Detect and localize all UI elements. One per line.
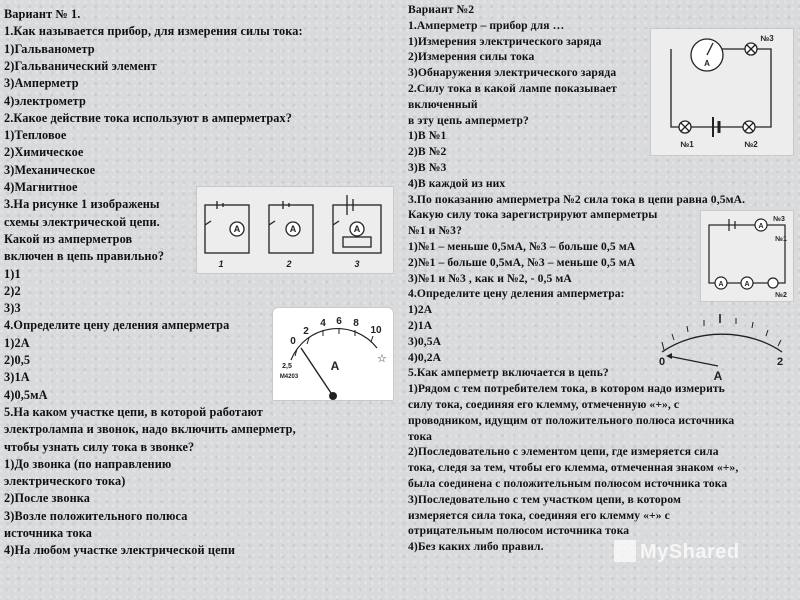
left-line: 1.Как называется прибор, для измерения силы тока: [4,24,303,39]
meter1-tick-4: 4 [320,318,326,329]
fig1-label-3: 3 [354,259,360,269]
figure-three-circuits [196,186,394,274]
right-line: 2)№1 – больше 0,5мА, №3 – меньше 0,5 мА [408,255,636,269]
right-line: в эту цепь амперметр? [408,113,529,127]
meter1-tick-10: 10 [370,325,382,336]
right-line: силу тока, соединяя его клемму, отмеченную «+», с [408,398,680,411]
right-line: 4)0,2А [408,350,442,364]
left-line: 4)электрометр [4,93,86,108]
figure-ammeter-1 [272,307,394,401]
ammeter-1-dial [273,308,393,400]
ammeter-2-dial [656,312,792,384]
circuit-top-meter-label: A [704,59,710,68]
right-line: №1 и №3? [408,224,462,238]
right-line: Какую силу тока зарегистрируют амперметры [408,208,658,222]
circuit-mid-label-3: №3 [773,216,785,223]
right-line: проводником, идущим от положительного полюса источника [408,413,735,427]
fig1-label-1: 1 [218,259,224,269]
figure-circuit-lamps [650,28,794,156]
left-line: 1)Гальванометр [4,41,95,56]
left-line: 1)2А [4,335,30,350]
right-line: Вариант №2 [408,3,475,16]
right-line: 1)2А [408,303,433,317]
circuit-mid-label-2: №2 [775,292,787,299]
left-line: 4)Магнитное [4,180,78,194]
right-line: 3)Последовательно с тем участком цепи, в котором [408,492,682,506]
left-line: включен в цепь правильно? [4,249,165,264]
right-line: 1)Рядом с тем потребителем тока, в котором надо измерить [408,382,725,396]
left-line: 5.На каком участке цепи, в которой работают [4,404,263,419]
right-line: 3)№1 и №3 , как и №2, - 0,5 мА [408,271,572,285]
right-line: 3)Обнаружения электрического заряда [408,66,617,80]
meter1-tick-0: 0 [290,336,296,347]
right-line: 3)0,5А [408,334,442,348]
right-line: 1)Измерения электрического заряда [408,34,602,48]
circuit-mid-label-1: №1 [775,236,787,243]
right-line: 2)Измерения силы тока [408,50,535,64]
right-line: 4.Определите цену деления амперметра: [408,287,625,301]
right-line: 2.Силу тока в какой лампе показывает [408,82,617,95]
right-line: включенный [408,97,478,111]
star-icon: ☆ [377,353,387,365]
right-line: тока, следя за тем, чтобы его клемма, отмеченная знаком «+», [408,461,739,475]
left-line: 2)2 [4,283,21,298]
left-line: схемы электрической цепи. [4,214,160,229]
circuit-top-lamp-2: №2 [744,140,758,149]
left-line: 4.Определите цену деления амперметра [4,318,230,333]
left-line: 2)0,5 [4,353,31,367]
right-line: 3)В №3 [408,161,447,174]
right-line: тока [408,429,433,443]
circuit-lamps-diagram [651,29,793,155]
left-line: чтобы узнать силу тока в звонке? [4,439,195,454]
left-line: 1)До звонка (по направлению [4,456,172,471]
meter2-tick-2: 2 [776,356,784,368]
right-line: 2)В №2 [408,145,447,159]
left-line: Вариант № 1. [4,7,81,21]
meter1-corner: 2,5 [282,363,292,370]
left-line: 2)Гальванический элемент [4,58,157,73]
left-line: 2)Химическое [4,145,84,160]
right-line: 2)Последовательно с элементом цепи, где измеряется сила [408,445,719,459]
watermark [614,540,774,568]
left-line: электролампа и звонок, надо включить амперметр, [4,422,296,437]
circuit-mid-meter-2: A [718,281,724,288]
myshared-logo-icon [614,540,636,562]
left-line: 3)Возле положительного полюса [4,508,188,523]
meter1-code: М4203 [279,374,299,380]
left-line: 2.Какое действие тока используют в амперметрах? [4,110,293,125]
fig1-meter-3: A [353,224,361,234]
left-line: Какой из амперметров [4,231,133,246]
right-line: 4)Без каких либо правил. [408,540,544,554]
circuit-mid-meter-3: A [744,281,750,288]
right-line: отрицательным полюсом источника тока [408,524,630,538]
meter1-unit: A [330,359,340,373]
right-line: 5.Как амперметр включается в цепь? [408,366,609,380]
figure-circuit-ammeters [700,210,794,302]
right-line: 3.По показанию амперметра №2 сила тока в цепи равна 0,5мА. [408,192,746,206]
left-line: 3)3 [4,301,21,316]
left-line: 3)Амперметр [4,76,79,91]
left-line: 3)1А [4,370,30,385]
circuit-mid-meter-1: A [758,223,764,230]
left-line: 3.На рисунке 1 изображены [4,197,160,212]
right-line: 1)№1 – меньше 0,5мА, №3 – больше 0,5 мА [408,240,636,253]
meter1-tick-6: 6 [336,316,342,327]
three-circuits-diagram [197,187,393,273]
right-line: 1.Амперметр – прибор для … [408,18,565,32]
circuit-ammeters-diagram [701,211,793,301]
fig1-meter-1: A [233,224,241,234]
circuit-top-lamp-3: №3 [760,34,774,43]
right-line: 1)В №1 [408,129,447,143]
right-line: 4)В каждой из них [408,176,506,190]
right-line: была соединена с положительным полюсом источника тока [408,477,728,490]
left-line: 1)1 [4,266,21,281]
left-line: 1)Тепловое [4,128,67,143]
circuit-top-lamp-1: №1 [680,140,694,149]
right-line: измеряется сила тока, соединяя его клемму «+» с [408,508,670,522]
left-line: 2)После звонка [4,491,91,506]
right-line: 2)1А [408,319,433,332]
meter1-tick-8: 8 [353,318,359,329]
fig1-label-2: 2 [286,259,292,269]
watermark-text: MyShared [640,541,740,563]
left-line: 4)На любом участке электрической цепи [4,543,236,558]
left-line: 3)Механическое [4,162,96,177]
fig1-meter-2: A [289,224,297,234]
left-line: источника тока [4,526,92,540]
meter2-tick-0: 0 [658,356,666,368]
left-line: 4)0,5мА [4,387,48,402]
meter1-tick-2: 2 [303,326,309,337]
meter2-unit: A [713,369,723,383]
left-line: электрического тока) [4,474,126,489]
